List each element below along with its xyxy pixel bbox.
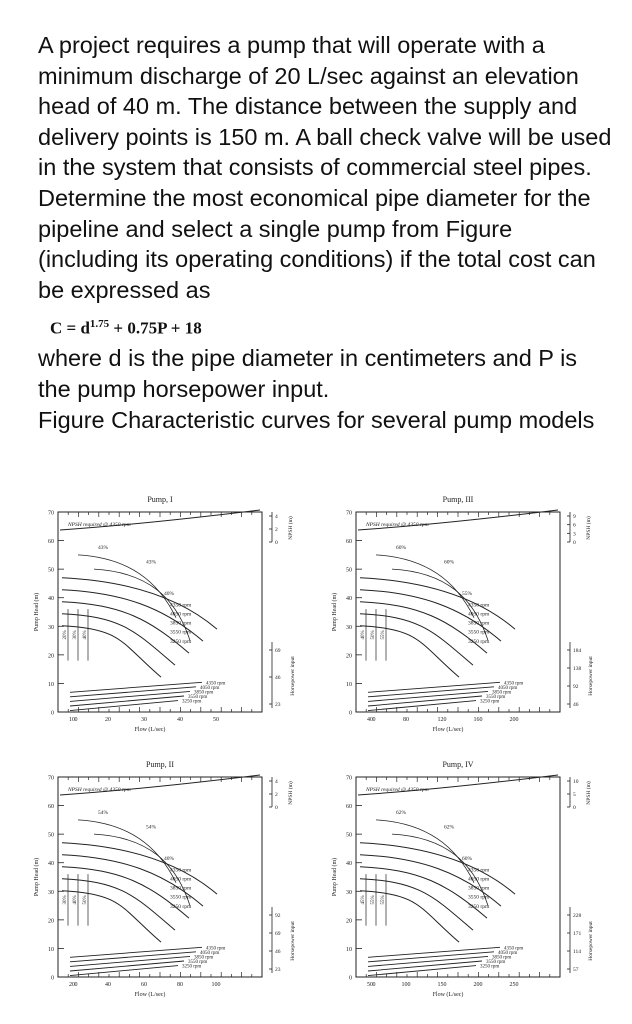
- hp-curve-label: 3550 rpm: [188, 695, 208, 700]
- flow-tick-label: 200: [473, 982, 483, 988]
- flow-tick-label: 160: [473, 717, 483, 723]
- hp-curve-label: 3850 rpm: [492, 955, 512, 961]
- hp-tick-label: 92: [573, 684, 579, 690]
- flow-tick-label: 30: [141, 717, 147, 723]
- problem-statement: [38, 30, 613, 435]
- head-tick-label: 20: [346, 653, 352, 660]
- npsh-axis-label: NPSH (m): [288, 781, 294, 805]
- flow-origin-label: 0: [74, 717, 78, 723]
- flow-tick-label: 80: [403, 717, 409, 723]
- hp-curve-label: 3550 rpm: [188, 960, 208, 965]
- cost-formula: [50, 313, 613, 338]
- head-tick-label: 10: [346, 681, 352, 688]
- pump-chart: [330, 490, 622, 750]
- hp-curve: [368, 966, 476, 976]
- hp-tick-label: 184: [573, 648, 582, 654]
- head-tick-label: 50: [346, 567, 352, 574]
- hp-tick-label: 114: [573, 949, 582, 955]
- flow-origin-label: 0: [372, 982, 376, 988]
- problem-paragraph: A project requires a pump that will operate with a minimum discharge of 20 L/sec against an elevation head of 40 m. The distance between the supply and delivery points is 150 m. A ball check valve will be used in the system that consists of commercial steel pipes. Determine the most economical pipe diameter for the pipeline and select a single pump from Figure (including its operating conditions) if the total cost can be expressed as: [38, 32, 612, 303]
- speed-curve-label: 3550 rpm: [170, 894, 192, 901]
- flow-origin-label: 0: [372, 717, 376, 723]
- flow-tick-label: 40: [177, 717, 183, 723]
- panel-title: Pump, III: [442, 495, 474, 504]
- hp-curve: [368, 952, 494, 962]
- hp-curve-label: 4050 rpm: [498, 685, 518, 691]
- efficiency-label: 50%: [371, 630, 376, 640]
- head-tick-label: 50: [346, 832, 352, 839]
- hp-axis-label: Horsepower input: [290, 921, 296, 961]
- hp-tick-label: 46: [573, 702, 579, 708]
- flow-tick-label: 50: [367, 982, 373, 988]
- npsh-axis-label: NPSH (m): [288, 516, 294, 540]
- hp-tick-label: 23: [275, 702, 281, 708]
- head-tick-label: 70: [346, 775, 352, 782]
- efficiency-contour-label: 40%: [164, 590, 175, 597]
- flow-axis-label: Flow (L/sec): [134, 992, 166, 998]
- efficiency-contour-label: 54%: [98, 810, 109, 817]
- hp-axis-label: Horsepower input: [588, 656, 594, 696]
- efficiency-label: 40%: [361, 630, 366, 640]
- flow-tick-label: 20: [105, 717, 111, 723]
- pump-chart: [32, 490, 324, 750]
- efficiency-contour-label: 60%: [462, 855, 473, 862]
- hp-curve-label: 4050 rpm: [200, 950, 220, 956]
- npsh-tick-label: 0: [275, 805, 278, 811]
- head-tick-label: 30: [346, 624, 352, 631]
- npsh-tick-label: 4: [275, 779, 278, 785]
- efficiency-contour-label: 62%: [396, 810, 407, 817]
- head-tick-label: 60: [346, 804, 352, 811]
- hp-tick-label: 171: [573, 931, 582, 937]
- hp-curve: [70, 696, 184, 706]
- hp-curve: [368, 701, 476, 711]
- speed-curve-label: 4350 rpm: [170, 867, 192, 874]
- hp-curve: [368, 961, 482, 971]
- hp-tick-label: 69: [275, 648, 281, 654]
- speed-curve-label: 3850 rpm: [468, 620, 490, 627]
- head-tick-label: 60: [48, 804, 54, 811]
- head-tick-label: 30: [346, 889, 352, 896]
- npsh-curve-label: NPSH required @ 4350 rpm: [366, 522, 429, 528]
- hp-tick-label: 46: [275, 675, 281, 681]
- hp-curve-label: 3250 rpm: [182, 699, 202, 705]
- hp-axis-label: Horsepower input: [588, 921, 594, 961]
- hp-curve: [368, 687, 494, 697]
- pump-panel-2: [32, 755, 324, 1015]
- head-tick-label: 20: [48, 918, 54, 925]
- npsh-tick-label: 2: [275, 527, 278, 533]
- efficiency-contour-label: 43%: [98, 545, 109, 552]
- hp-tick-label: 92: [275, 913, 281, 919]
- speed-curve-label: 3850 rpm: [170, 620, 192, 627]
- hp-curve: [368, 691, 488, 701]
- panel-title: Pump, IV: [442, 760, 474, 769]
- hp-curve-label: 4050 rpm: [200, 685, 220, 691]
- speed-curve-label: 4350 rpm: [170, 602, 192, 609]
- npsh-tick-label: 4: [275, 514, 278, 520]
- hp-tick-label: 69: [275, 931, 281, 937]
- head-tick-label: 70: [48, 775, 54, 782]
- efficiency-label: 20%: [63, 630, 68, 640]
- npsh-axis-label: NPSH (m): [586, 781, 592, 805]
- head-tick-label: 20: [346, 918, 352, 925]
- efficiency-label: 55%: [381, 895, 386, 905]
- speed-curve-label: 4050 rpm: [170, 876, 192, 883]
- flow-axis-label: Flow (L/sec): [134, 727, 166, 733]
- flow-tick-label: 50: [213, 717, 219, 723]
- efficiency-label: 30%: [73, 630, 78, 640]
- hp-curve: [368, 696, 482, 706]
- hp-curve: [70, 687, 196, 697]
- hp-axis-label: Horsepower input: [290, 656, 296, 696]
- efficiency-contour-label: 60%: [396, 545, 407, 552]
- head-axis-label: Pump Head (m): [34, 857, 40, 897]
- head-tick-label: 30: [48, 889, 54, 896]
- head-tick-label: 30: [48, 624, 54, 631]
- hp-tick-label: 228: [573, 913, 582, 919]
- speed-curve-label: 3550 rpm: [468, 629, 490, 636]
- head-tick-label: 40: [48, 596, 54, 603]
- head-axis-label: Pump Head (m): [34, 592, 40, 632]
- efficiency-contour-label: 60%: [444, 559, 455, 566]
- efficiency-label: 50%: [83, 895, 88, 905]
- hp-curve: [70, 701, 178, 711]
- speed-curve-label: 4350 rpm: [468, 602, 490, 609]
- efficiency-label: 30%: [63, 895, 68, 905]
- figure-caption: Figure Characteristic curves for several pump models: [38, 406, 595, 433]
- npsh-tick-label: 0: [573, 805, 576, 811]
- hp-curve-label: 3550 rpm: [486, 695, 506, 700]
- speed-curve-label: 3550 rpm: [468, 894, 490, 901]
- hp-curve: [70, 682, 202, 692]
- flow-tick-label: 200: [509, 717, 519, 723]
- speed-curve-label: 3250 rpm: [170, 903, 192, 910]
- hp-curve: [70, 966, 178, 976]
- pump-panel-1: [32, 490, 324, 750]
- flow-tick-label: 150: [437, 982, 447, 988]
- hp-tick-label: 57: [573, 967, 579, 973]
- hp-curve-label: 4350 rpm: [504, 681, 524, 687]
- formula-rhs: + 0.75P + 18: [109, 319, 202, 338]
- speed-curve-label: 3250 rpm: [170, 638, 192, 645]
- hp-curve: [70, 952, 196, 962]
- efficiency-contour-label: 40%: [164, 855, 175, 862]
- pump-panel-4: [330, 755, 622, 1015]
- hp-curve: [70, 691, 190, 701]
- head-axis-label: Pump Head (m): [332, 857, 338, 897]
- hp-curve-label: 3850 rpm: [194, 690, 214, 696]
- hp-curve-label: 3250 rpm: [182, 964, 202, 970]
- npsh-tick-label: 5: [573, 792, 576, 798]
- flow-tick-label: 10: [69, 717, 75, 723]
- pump-characteristic-figure: [32, 490, 622, 1020]
- flow-tick-label: 40: [105, 982, 111, 988]
- speed-curve-label: 3550 rpm: [170, 629, 192, 636]
- head-tick-label: 60: [346, 539, 352, 546]
- hp-curve-label: 3550 rpm: [486, 960, 506, 965]
- npsh-curve-label: NPSH required @ 4350 rpm: [366, 787, 429, 793]
- flow-tick-label: 40: [367, 717, 373, 723]
- npsh-tick-label: 10: [573, 779, 579, 785]
- hp-curve-label: 4350 rpm: [504, 946, 524, 952]
- flow-tick-label: 80: [177, 982, 183, 988]
- problem-definitions: where d is the pipe diameter in centimeters and P is the pump horsepower input.: [38, 345, 578, 402]
- hp-curve: [70, 961, 184, 971]
- efficiency-label: 40%: [73, 895, 78, 905]
- efficiency-label: 45%: [361, 895, 366, 905]
- flow-tick-label: 250: [509, 982, 519, 988]
- pump-panel-3: [330, 490, 622, 750]
- efficiency-contour-label: 55%: [462, 590, 473, 597]
- npsh-tick-label: 0: [573, 540, 576, 546]
- hp-curve-label: 4050 rpm: [498, 950, 518, 956]
- head-tick-label: 10: [346, 946, 352, 953]
- speed-curve-label: 3250 rpm: [468, 638, 490, 645]
- head-tick-label: 10: [48, 946, 54, 953]
- head-tick-label: 50: [48, 567, 54, 574]
- efficiency-contour-label: 62%: [444, 824, 455, 831]
- npsh-tick-label: 3: [573, 531, 576, 538]
- hp-curve: [70, 947, 202, 957]
- hp-curve-label: 3850 rpm: [194, 955, 214, 961]
- hp-curve-label: 3250 rpm: [480, 964, 500, 970]
- speed-curve-label: 3850 rpm: [170, 885, 192, 892]
- efficiency-label: 55%: [371, 895, 376, 905]
- head-tick-label: 40: [346, 861, 352, 868]
- hp-curve-label: 4350 rpm: [206, 946, 226, 952]
- hp-curve-label: 3250 rpm: [480, 699, 500, 705]
- pump-chart: [32, 755, 324, 1015]
- efficiency-label: 40%: [83, 630, 88, 640]
- npsh-tick-label: 2: [275, 792, 278, 798]
- flow-tick-label: 120: [437, 717, 447, 723]
- head-tick-label: 40: [48, 861, 54, 868]
- pump-chart: [330, 755, 622, 1015]
- head-tick-label: 0: [349, 710, 352, 717]
- flow-tick-label: 100: [401, 982, 411, 988]
- efficiency-contour-label: 54%: [146, 824, 157, 831]
- flow-axis-label: Flow (L/sec): [432, 992, 464, 998]
- hp-curve-label: 4350 rpm: [206, 681, 226, 687]
- panel-title: Pump, I: [147, 495, 173, 504]
- npsh-curve-label: NPSH required @ 4350 rpm: [68, 522, 131, 528]
- flow-axis-label: Flow (L/sec): [432, 727, 464, 733]
- formula-lhs: C = d: [50, 319, 90, 338]
- flow-tick-label: 100: [211, 982, 221, 988]
- npsh-curve-label: NPSH required @ 4350 rpm: [68, 787, 131, 793]
- head-tick-label: 50: [48, 832, 54, 839]
- head-tick-label: 0: [51, 710, 54, 717]
- efficiency-contour-label: 43%: [146, 559, 157, 566]
- npsh-tick-label: 6: [573, 522, 576, 529]
- speed-curve-label: 4050 rpm: [170, 611, 192, 618]
- head-tick-label: 70: [48, 510, 54, 517]
- hp-tick-label: 23: [275, 967, 281, 973]
- flow-tick-label: 20: [69, 982, 75, 988]
- formula-exponent: 1.75: [89, 318, 110, 331]
- flow-tick-label: 60: [141, 982, 147, 988]
- head-tick-label: 0: [349, 975, 352, 982]
- hp-curve-label: 3850 rpm: [492, 690, 512, 696]
- head-axis-label: Pump Head (m): [332, 592, 338, 632]
- speed-curve-label: 4050 rpm: [468, 876, 490, 883]
- npsh-tick-label: 9: [573, 514, 576, 520]
- head-tick-label: 0: [51, 975, 54, 982]
- hp-curve: [70, 956, 190, 966]
- hp-tick-label: 138: [573, 666, 582, 672]
- head-tick-label: 20: [48, 653, 54, 660]
- speed-curve-label: 4050 rpm: [468, 611, 490, 618]
- efficiency-label: 55%: [381, 630, 386, 640]
- speed-curve-label: 4350 rpm: [468, 867, 490, 874]
- head-tick-label: 70: [346, 510, 352, 517]
- npsh-axis-label: NPSH (m): [586, 516, 592, 540]
- head-tick-label: 60: [48, 539, 54, 546]
- speed-curve-label: 3850 rpm: [468, 885, 490, 892]
- head-tick-label: 10: [48, 681, 54, 688]
- flow-origin-label: 0: [74, 982, 78, 988]
- speed-curve-label: 3250 rpm: [468, 903, 490, 910]
- hp-tick-label: 46: [275, 949, 281, 955]
- panel-title: Pump, II: [146, 760, 174, 769]
- npsh-tick-label: 0: [275, 540, 278, 546]
- head-tick-label: 40: [346, 596, 352, 603]
- hp-curve: [368, 947, 500, 957]
- hp-curve: [368, 682, 500, 692]
- hp-curve: [368, 956, 488, 966]
